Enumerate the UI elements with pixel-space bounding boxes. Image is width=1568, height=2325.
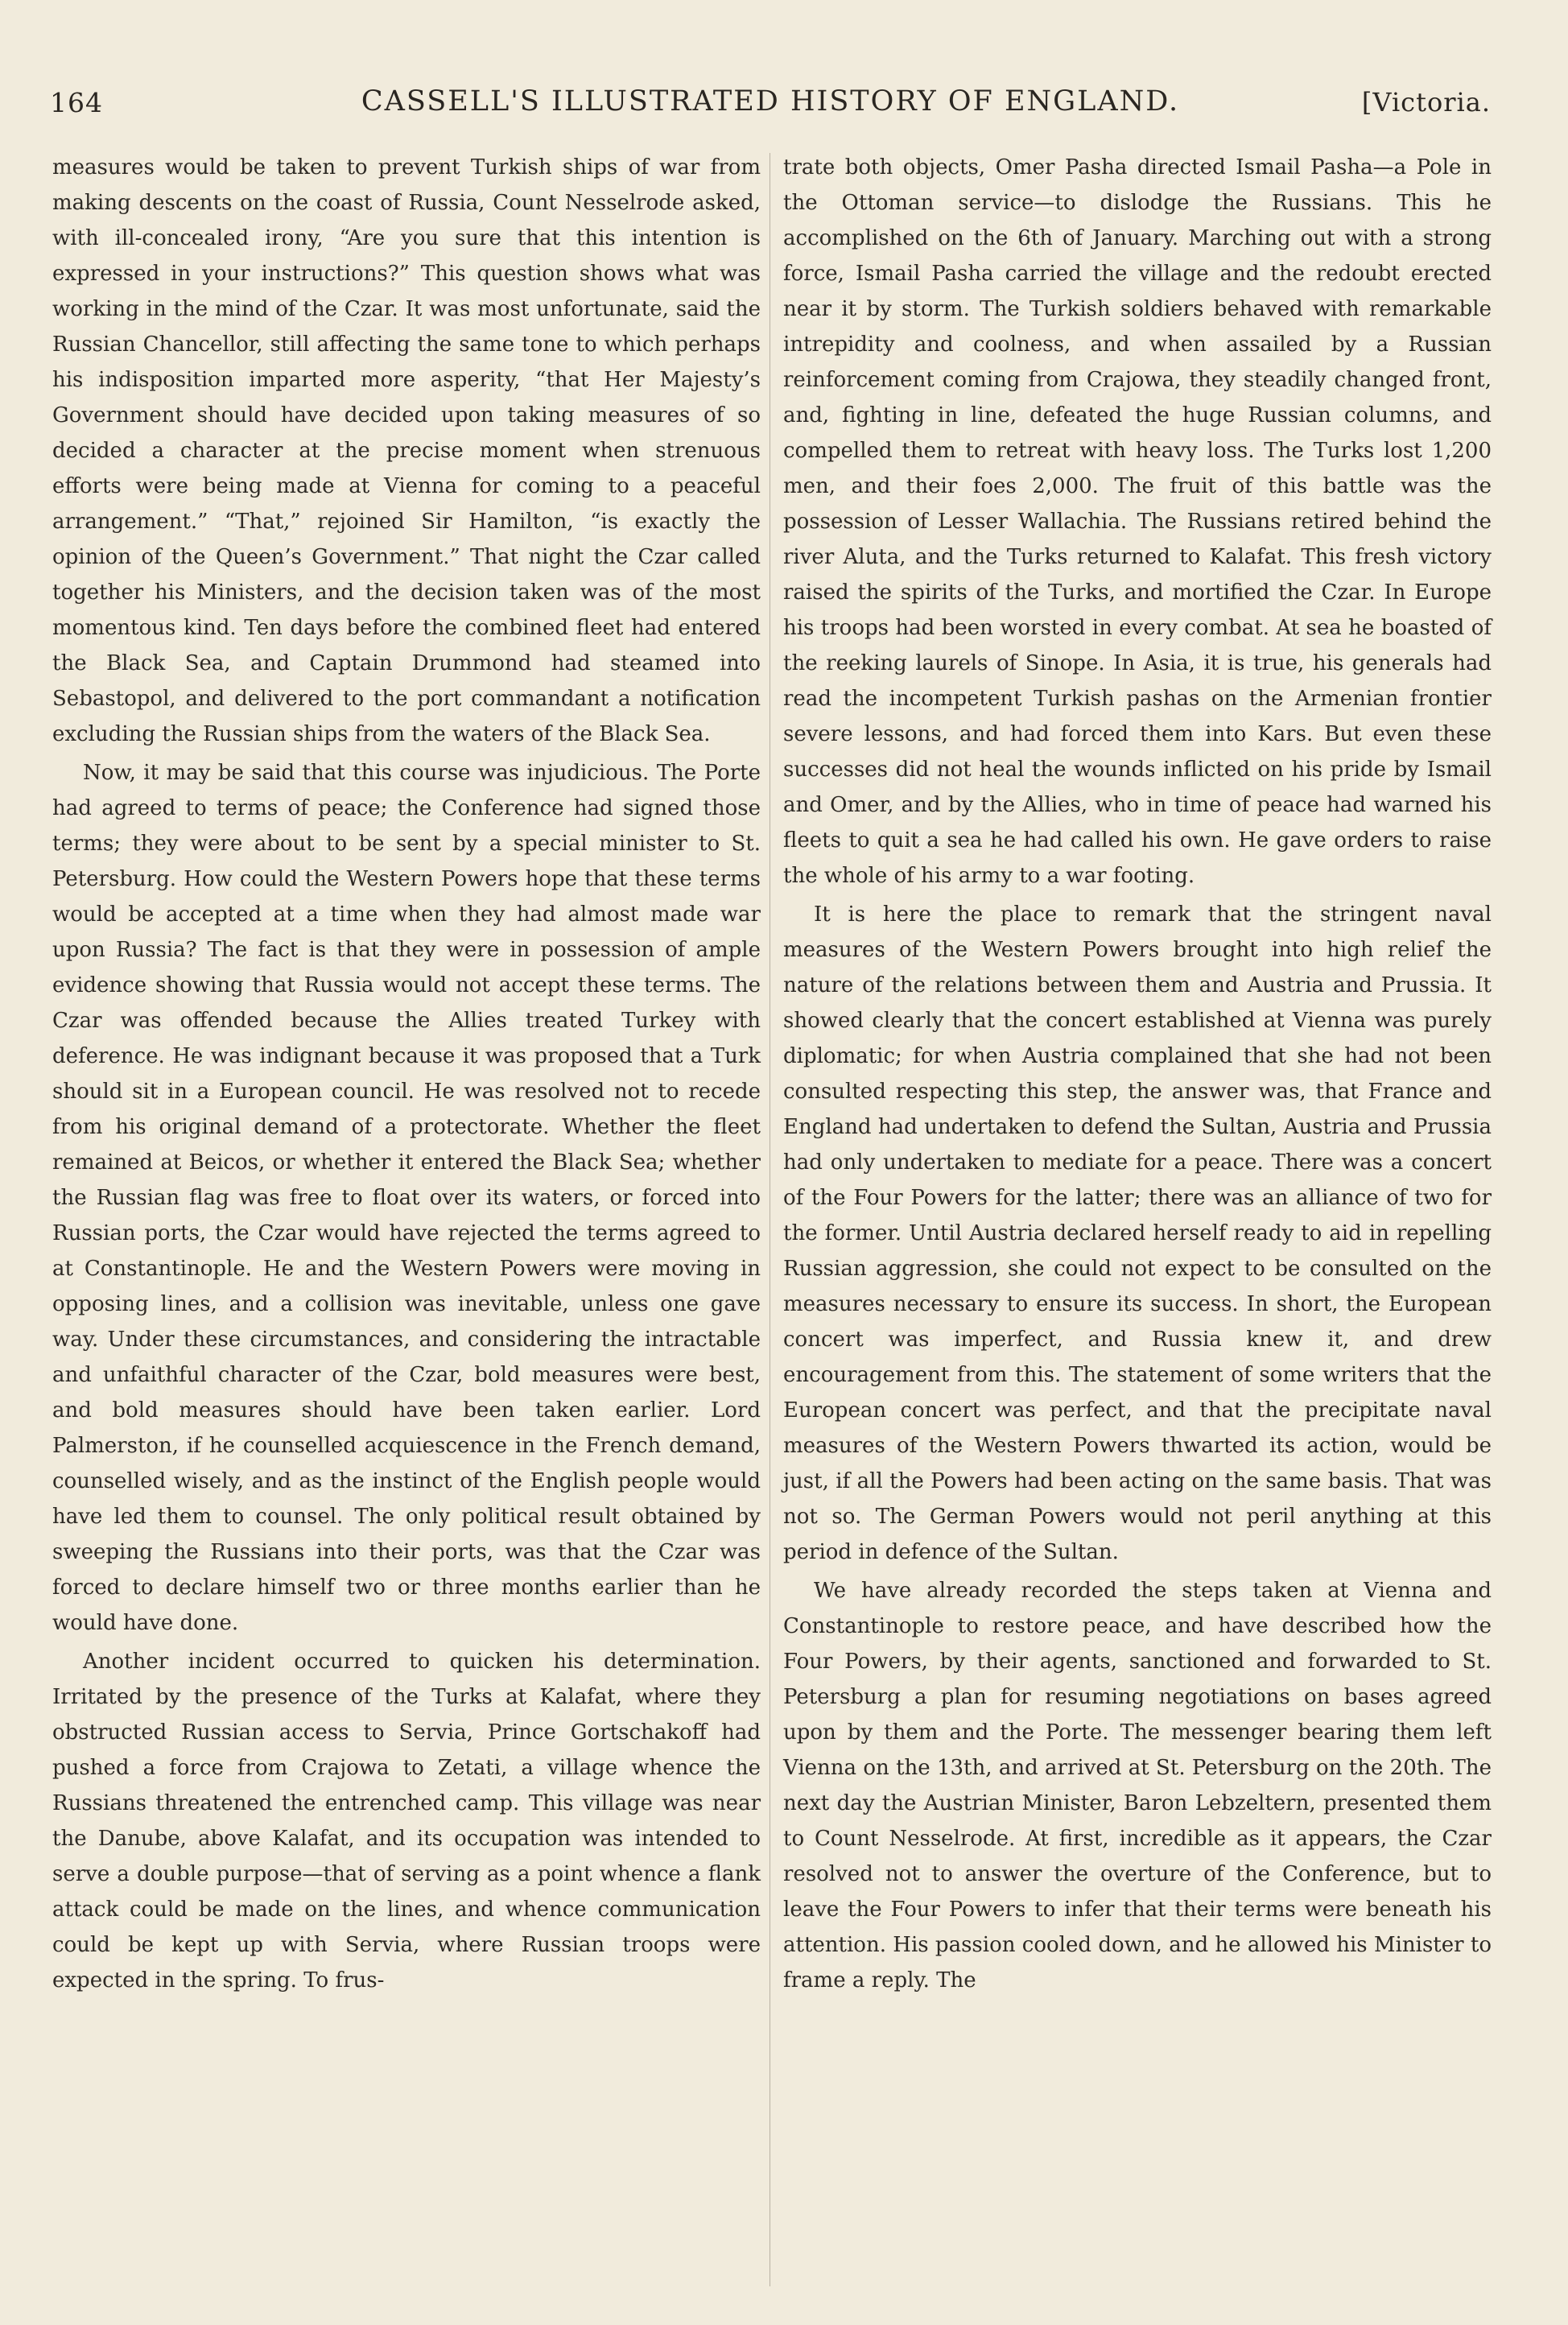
paragraph: It is here the place to remark that the stringent naval measures of the Western Powers brought into high relief the nature of the relations between them and Austria and Prussia. It showed clearly that the concert established at Vienna was purely diplomatic; for when Austria complained that she had not been consulted respecting this step, the answer was, that France and England had undertaken to defend the Sultan, Austria and Prussia had only undertaken to mediate for a peace. There was a concert of the Four Powers for the latter; there was an alliance of two for the former. Until Austria declared herself ready to aid in repelling Russian aggression, she could not expect to be consulted on the measures necessary to ensure its success. In short, the European concert was imperfect, and Russia knew it, and drew encouragement from this. The statement of some writers that the European concert was perfect, and that the precipitate naval measures of the Western Powers thwarted its action, would be just, if all the Powers had been acting on the same basis. That was not so. The German Powers would not peril anything at this period in defence of the Sultan. bbox=[783, 902, 1492, 1564]
paragraph: Another incident occurred to quicken his determination. Irritated by the presence of the Turks at Kalafat, where they obstructed Russian access to Servia, Prince Gortschakoff had pushed a force from Crajowa to Zetati, a village whence the Russians threatened the entrenched camp. This village was near the Danube, above Kalafat, and its occupation was intended to serve a double purpose—that of serving as a point whence a flank attack could be made on the lines, and whence communication could be kept up with Servia, where Russian troops were expected in the spring. To frus- bbox=[52, 1650, 761, 1993]
paragraph: We have already recorded the steps taken at Vienna and Constantinople to restore peace, and have described how the Four Powers, by their agents, sanctioned and forwarded to St. Petersburg a plan for resuming negotiations on bases agreed upon by them and the Porte. The messenger bearing them left Vienna on the 13th, and arrived at St. Petersburg on the 20th. The next day the Austrian Minister, Baron Lebzeltern, presented them to Count Nesselrode. At first, incredible as it appears, the Czar resolved not to answer the overture of the Conference, but to leave the Four Powers to infer that their terms were beneath his attention. His passion cooled down, and he allowed his Minister to frame a reply. The bbox=[783, 1579, 1492, 1993]
paragraph: trate both objects, Omer Pasha directed Ismail Pasha—a Pole in the Ottoman service—to dislodge the Russians. This he accomplished on the 6th of January. Marching out with a strong force, Ismail Pasha carried the village and the redoubt erected near it by storm. The Turkish soldiers behaved with remarkable intrepidity and coolness, and when assailed by a Russian reinforcement coming from Crajowa, they steadily changed front, and, fighting in line, defeated the huge Russian columns, and compelled them to retreat with heavy loss. The Turks lost 1,200 men, and their foes 2,000. The fruit of this battle was the possession of Lesser Wallachia. The Russians retired behind the river Aluta, and the Turks returned to Kalafat. This fresh victory raised the spirits of the Turks, and mortified the Czar. In Europe his troops had been worsted in every combat. At sea he boasted of the reeking laurels of Sinope. In Asia, it is true, his generals had read the incompetent Turkish pashas on the Armenian frontier severe lessons, and had forced them into Kars. But even these successes did not heal the wounds inflicted on his pride by Ismail and Omer, and by the Allies, who in time of peace had warned his fleets to quit a sea he had called his own. He gave orders to raise the whole of his army to a war footing. bbox=[783, 155, 1492, 888]
paragraph: Now, it may be said that this course was injudicious. The Porte had agreed to terms of peace; the Conference had signed those terms; they were about to be sent by a special minister to St. Petersburg. How could the Western Powers hope that these terms would be accepted at a time when they had almost made war upon Russia? The fact is that they were in possession of ample evidence showing that Russia would not accept these terms. The Czar was offended because the Allies treated Turkey with deference. He was indignant because it was proposed that a Turk should sit in a European council. He was resolved not to recede from his original demand of a protectorate. Whether the fleet remained at Beicos, or whether it entered the Black Sea; whether the Russian flag was free to float over its waters, or forced into Russian ports, the Czar would have rejected the terms agreed to at Constantinople. He and the Western Powers were moving in opposing lines, and a collision was inevitable, unless one gave way. Under these circumstances, and considering the intractable and unfaithful character of the Czar, bold measures were best, and bold measures should have been taken earlier. Lord Palmerston, if he counselled acquiescence in the French demand, counselled wisely, and as the instinct of the English people would have led them to counsel. The only political result obtained by sweeping the Russians into their ports, was that the Czar was forced to declare himself two or three months earlier than he would have done. bbox=[52, 761, 761, 1635]
right-column bbox=[783, 150, 1492, 1998]
page-number: 164 bbox=[50, 87, 103, 118]
paragraph: measures would be taken to prevent Turkish ships of war from making descents on the coast of Russia, Count Nesselrode asked, with ill-concealed irony, “Are you sure that this intention is expressed in your instructions?” This question shows what was working in the mind of the Czar. It was most unfortunate, said the Russian Chancellor, still affecting the same tone to which perhaps his indisposition imparted more asperity, “that Her Majesty’s Government should have decided upon taking measures of so decided a character at the precise moment when strenuous efforts were being made at Vienna for coming to a peaceful arrangement.” “That,” rejoined Sir Hamilton, “is exactly the opinion of the Queen’s Government.” That night the Czar called together his Ministers, and the decision taken was of the most momentous kind. Ten days before the combined fleet had entered the Black Sea, and Captain Drummond had steamed into Sebastopol, and delivered to the port commandant a notification excluding the Russian ships from the waters of the Black Sea. bbox=[52, 155, 761, 746]
left-column bbox=[52, 150, 761, 1998]
running-head bbox=[50, 81, 1491, 126]
running-title: CASSELL'S ILLUSTRATED HISTORY OF ENGLAND. bbox=[361, 85, 1180, 118]
running-section: [Victoria. bbox=[1361, 87, 1491, 118]
